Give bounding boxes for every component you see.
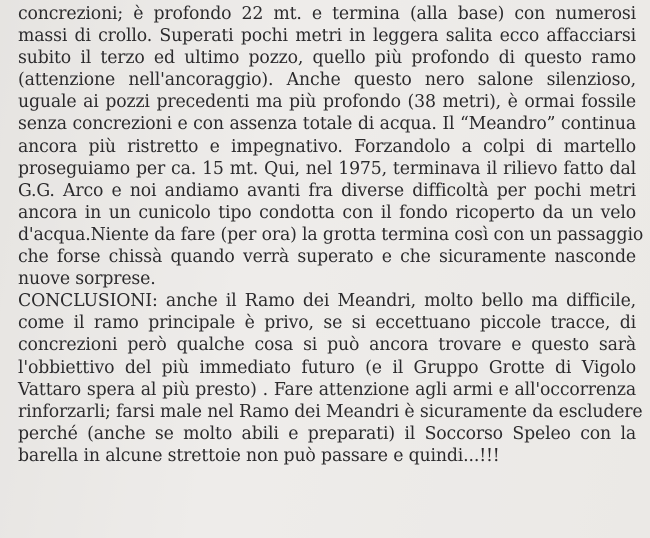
article-text [18,3,644,467]
text-line: concrezioni; è profondo 22 mt. e termina (alla base) con numerosi [18,4,636,24]
text-line: Vattaro spera al più presto) . Fare attenzione agli armi e all'occorrenza [18,379,636,400]
text-line: uguale ai pozzi precedenti ma più profondo (38 metri), è ormai fossile [18,92,636,113]
text-line: massi di crollo. Superati pochi metri in leggera salita ecco affacciarsi [18,26,636,47]
text-line: nuove sorprese. [18,269,156,290]
text-line: come il ramo principale è privo, se si eccettuano piccole tracce, di [18,313,636,334]
text-line: l'obbiettivo del più immediato futuro (e il Gruppo Grotte di Vigolo [18,357,636,378]
text-line: rinforzarli; farsi male nel Ramo dei Meandri è sicuramente da escludere [18,401,643,422]
text-line: CONCLUSIONI: anche il Ramo dei Meandri, molto bello ma difficile, [18,291,636,312]
text-line: barella in alcune strettoie non può passare e quindi...!!! [18,445,500,466]
paragraph-cave-description [18,3,644,290]
text-line: proseguiamo per ca. 15 mt. Qui, nel 1975, terminava il rilievo fatto dal [18,158,636,179]
text-line: perché (anche se molto abili e preparati) il Soccorso Speleo con la [18,423,636,444]
text-line: concrezioni però qualche cosa si può ancora trovare e questo sarà [18,335,636,356]
text-line: G.G. Arco e noi andiamo avanti fra diverse difficoltà per pochi metri [18,180,636,201]
text-line: che forse chissà quando verrà superato e che sicuramente nasconde [18,247,636,268]
text-line: ancora in un cunicolo tipo condotta con il fondo ricoperto da un velo [18,202,636,223]
text-line: senza concrezioni e con assenza totale di acqua. Il “Meandro” continua [18,114,636,135]
text-line: ancora più ristretto e impegnativo. Forzandolo a colpi di martello [18,136,636,157]
text-line: (attenzione nell'ancoraggio). Anche questo nero salone silenzioso, [18,70,636,91]
text-line: d'acqua.Niente da fare (per ora) la grotta termina così con un passaggio [18,224,644,245]
text-line: subito il terzo ed ultimo pozzo, quello più profondo di questo ramo [18,48,636,69]
paragraph-conclusions [18,290,643,467]
